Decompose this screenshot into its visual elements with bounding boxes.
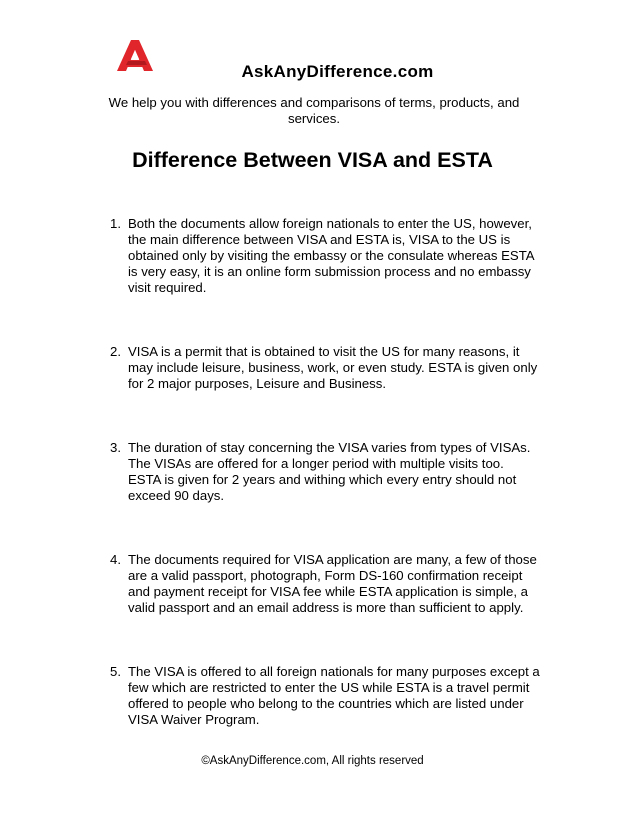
list-item-number: 1.	[110, 216, 121, 231]
list-item-number: 5.	[110, 664, 121, 679]
difference-list	[110, 216, 540, 776]
site-name: AskAnyDifference.com	[241, 62, 434, 81]
list-item-number: 3.	[110, 440, 121, 455]
list-item-text: The VISA is offered to all foreign nationals for many purposes except a few which are restricted to enter the US while ESTA is a travel permit offered to people who belong to the countries which are listed under VISA Waiver Program.	[128, 664, 540, 727]
list-item	[110, 344, 540, 392]
list-item	[110, 664, 540, 728]
tagline: We help you with differences and comparisons of terms, products, and services.	[108, 95, 520, 126]
list-item	[110, 216, 540, 296]
page-title: Difference Between VISA and ESTA	[132, 148, 493, 172]
list-item-text: Both the documents allow foreign nationals to enter the US, however, the main difference between VISA and ESTA is, VISA to the US is obtained only by visiting the embassy or the consulate whereas ESTA is very easy, it is an online form submission process and no embassy visit required.	[128, 216, 534, 295]
list-item-text: The documents required for VISA application are many, a few of those are a valid passport, photograph, Form DS-160 confirmation receipt and payment receipt for VISA fee while ESTA application is simple, a valid passport and an email address is more than sufficient to apply.	[128, 552, 537, 615]
footer-copyright: ©AskAnyDifference.com, All rights reserved	[201, 755, 424, 767]
list-item-number: 2.	[110, 344, 121, 359]
list-item-text: VISA is a permit that is obtained to visit the US for many reasons, it may include leisure, business, work, or even study. ESTA is given only for 2 major purposes, Leisure and Business.	[128, 344, 538, 391]
list-item-number: 4.	[110, 552, 121, 567]
list-item	[110, 440, 540, 504]
list-item-text: The duration of stay concerning the VISA varies from types of VISAs. The VISAs are offered for a longer period with multiple visits too. ESTA is given for 2 years and withing which every entry should not exceed 90 days.	[128, 440, 531, 503]
list-item	[110, 552, 540, 616]
